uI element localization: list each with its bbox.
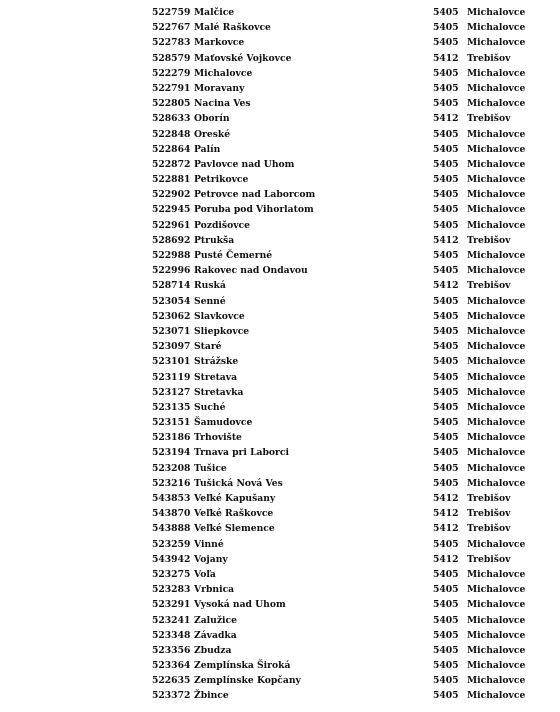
municipality-code: 523348 <box>152 629 191 641</box>
district-code: 5405 <box>433 386 459 398</box>
district-code: 5412 <box>433 508 459 520</box>
list-item <box>0 597 560 612</box>
municipality-name: Zalužice <box>194 614 237 626</box>
district-name: Michalovce <box>467 143 526 155</box>
district-code: 5405 <box>433 37 459 49</box>
district-name: Michalovce <box>467 568 526 580</box>
district-code: 5412 <box>433 234 459 246</box>
district-name: Michalovce <box>467 7 526 18</box>
municipality-name: Moravany <box>194 82 245 94</box>
municipality-name: Palín <box>194 143 221 155</box>
municipality-code: 523208 <box>152 462 191 474</box>
list-item <box>0 521 560 536</box>
district-name: Trebišov <box>467 52 511 64</box>
municipality-name: Tušice <box>194 462 227 474</box>
list-item <box>0 127 560 142</box>
district-name: Trebišov <box>467 113 511 125</box>
list-item <box>0 66 560 81</box>
district-code: 5405 <box>433 189 459 201</box>
district-code: 5405 <box>433 174 459 186</box>
district-code: 5405 <box>433 584 459 596</box>
municipality-name: Veľké Slemence <box>194 523 275 535</box>
municipality-code: 522791 <box>152 82 191 94</box>
municipality-name: Vinné <box>194 538 224 550</box>
list-item <box>0 309 560 324</box>
municipality-name: Ptrukša <box>194 234 235 246</box>
list-item <box>0 172 560 187</box>
municipality-name: Tušická Nová Ves <box>194 477 283 489</box>
district-code: 5405 <box>433 219 459 231</box>
municipality-code: 523372 <box>152 690 191 702</box>
district-code: 5405 <box>433 310 459 322</box>
municipality-name: Veľké Raškovce <box>194 508 274 520</box>
list-item <box>0 263 560 278</box>
municipality-code: 522759 <box>152 7 191 18</box>
municipality-list <box>0 5 560 704</box>
list-item <box>0 142 560 157</box>
district-code: 5405 <box>433 447 459 459</box>
municipality-name: Žbince <box>194 690 229 702</box>
municipality-code: 522988 <box>152 250 191 261</box>
district-code: 5405 <box>433 371 459 383</box>
district-code: 5412 <box>433 493 459 504</box>
municipality-name: Malčice <box>194 7 235 18</box>
district-name: Michalovce <box>467 310 526 322</box>
municipality-name: Staré <box>194 341 222 353</box>
district-code: 5405 <box>433 158 459 170</box>
list-item <box>0 415 560 430</box>
municipality-name: Trhovište <box>194 432 242 444</box>
list-item <box>0 476 560 491</box>
municipality-code: 523283 <box>152 584 191 596</box>
district-name: Michalovce <box>467 98 526 110</box>
municipality-code: 522279 <box>152 67 191 79</box>
district-name: Michalovce <box>467 401 526 413</box>
district-code: 5405 <box>433 690 459 702</box>
municipality-name: Zemplínske Kopčany <box>194 675 301 687</box>
municipality-code: 523062 <box>152 310 191 322</box>
list-item <box>0 461 560 476</box>
municipality-code: 523216 <box>152 477 191 489</box>
district-name: Michalovce <box>467 447 526 459</box>
municipality-name: Pozdišovce <box>194 219 250 231</box>
district-name: Michalovce <box>467 462 526 474</box>
municipality-code: 528692 <box>152 234 191 246</box>
list-item <box>0 278 560 293</box>
district-name: Michalovce <box>467 219 526 231</box>
district-code: 5405 <box>433 644 459 656</box>
list-item <box>0 187 560 202</box>
list-item <box>0 673 560 688</box>
district-code: 5405 <box>433 204 459 216</box>
municipality-code: 523194 <box>152 447 191 459</box>
list-item <box>0 567 560 582</box>
list-item <box>0 643 560 658</box>
district-name: Michalovce <box>467 67 526 79</box>
municipality-name: Vysoká nad Uhom <box>194 599 286 611</box>
municipality-name: Suché <box>194 401 226 413</box>
municipality-code: 523054 <box>152 295 191 307</box>
district-name: Michalovce <box>467 584 526 596</box>
list-item <box>0 613 560 628</box>
municipality-code: 522881 <box>152 174 191 186</box>
district-code: 5412 <box>433 553 459 565</box>
district-code: 5412 <box>433 52 459 64</box>
municipality-name: Zbudza <box>194 644 232 656</box>
municipality-name: Maťovské Vojkovce <box>194 52 292 64</box>
municipality-code: 523097 <box>152 341 191 353</box>
district-code: 5405 <box>433 7 459 18</box>
municipality-code: 523135 <box>152 401 191 413</box>
municipality-code: 522783 <box>152 37 191 49</box>
district-code: 5405 <box>433 143 459 155</box>
district-code: 5405 <box>433 67 459 79</box>
municipality-name: Sliepkovce <box>194 325 250 337</box>
list-item <box>0 552 560 567</box>
list-item <box>0 324 560 339</box>
district-code: 5405 <box>433 432 459 444</box>
district-code: 5405 <box>433 568 459 580</box>
district-name: Trebišov <box>467 523 511 535</box>
municipality-name: Trnava pri Laborci <box>194 447 289 459</box>
district-code: 5405 <box>433 341 459 353</box>
district-name: Michalovce <box>467 325 526 337</box>
municipality-code: 522767 <box>152 22 191 34</box>
district-code: 5405 <box>433 250 459 261</box>
list-item <box>0 35 560 50</box>
municipality-code: 523151 <box>152 417 191 429</box>
list-item <box>0 294 560 309</box>
municipality-code: 522902 <box>152 189 191 201</box>
municipality-code: 522635 <box>152 675 191 687</box>
list-item <box>0 506 560 521</box>
municipality-code: 523071 <box>152 325 191 337</box>
list-item <box>0 491 560 506</box>
list-item <box>0 354 560 369</box>
district-name: Michalovce <box>467 675 526 687</box>
district-name: Michalovce <box>467 614 526 626</box>
municipality-code: 523291 <box>152 599 191 611</box>
district-name: Michalovce <box>467 538 526 550</box>
district-name: Michalovce <box>467 158 526 170</box>
list-item <box>0 233 560 248</box>
district-name: Michalovce <box>467 250 526 261</box>
district-code: 5405 <box>433 462 459 474</box>
district-code: 5405 <box>433 417 459 429</box>
municipality-name: Petrovce nad Laborcom <box>194 189 316 201</box>
district-code: 5405 <box>433 356 459 368</box>
district-name: Michalovce <box>467 189 526 201</box>
list-item <box>0 202 560 217</box>
municipality-code: 543942 <box>152 553 191 565</box>
municipality-name: Zemplínska Široká <box>194 660 291 672</box>
district-name: Michalovce <box>467 341 526 353</box>
district-name: Trebišov <box>467 553 511 565</box>
district-name: Michalovce <box>467 371 526 383</box>
municipality-name: Poruba pod Vihorlatom <box>194 204 314 216</box>
municipality-code: 543888 <box>152 523 191 535</box>
list-item <box>0 339 560 354</box>
municipality-name: Slavkovce <box>194 310 245 322</box>
municipality-name: Vojany <box>194 553 228 565</box>
municipality-name: Pavlovce nad Uhom <box>194 158 295 170</box>
district-code: 5405 <box>433 629 459 641</box>
district-name: Michalovce <box>467 690 526 702</box>
district-name: Trebišov <box>467 493 511 504</box>
district-name: Michalovce <box>467 295 526 307</box>
municipality-code: 523364 <box>152 660 191 672</box>
district-name: Trebišov <box>467 508 511 520</box>
district-code: 5405 <box>433 675 459 687</box>
list-item <box>0 370 560 385</box>
list-item <box>0 628 560 643</box>
list-item <box>0 96 560 111</box>
list-item <box>0 111 560 126</box>
district-name: Michalovce <box>467 265 526 277</box>
municipality-name: Petrikovce <box>194 174 249 186</box>
district-code: 5412 <box>433 523 459 535</box>
list-item <box>0 5 560 20</box>
district-name: Michalovce <box>467 37 526 49</box>
district-code: 5405 <box>433 82 459 94</box>
list-item <box>0 51 560 66</box>
municipality-name: Nacina Ves <box>194 98 251 110</box>
municipality-name: Stretavka <box>194 386 244 398</box>
district-name: Michalovce <box>467 432 526 444</box>
district-code: 5405 <box>433 477 459 489</box>
district-code: 5405 <box>433 538 459 550</box>
municipality-name: Voľa <box>194 568 216 580</box>
district-name: Michalovce <box>467 417 526 429</box>
municipality-code: 522872 <box>152 158 191 170</box>
municipality-name: Šamudovce <box>194 417 253 429</box>
list-item <box>0 81 560 96</box>
list-item <box>0 688 560 703</box>
district-name: Michalovce <box>467 356 526 368</box>
municipality-code: 522864 <box>152 143 191 155</box>
municipality-code: 523241 <box>152 614 191 626</box>
municipality-code: 522945 <box>152 204 191 216</box>
municipality-name: Senné <box>194 295 226 307</box>
district-code: 5405 <box>433 128 459 140</box>
municipality-code: 522996 <box>152 265 191 277</box>
district-code: 5405 <box>433 295 459 307</box>
district-code: 5405 <box>433 401 459 413</box>
district-name: Michalovce <box>467 22 526 34</box>
district-code: 5405 <box>433 660 459 672</box>
district-name: Michalovce <box>467 174 526 186</box>
municipality-code: 523119 <box>152 371 191 383</box>
district-name: Michalovce <box>467 644 526 656</box>
municipality-name: Stretava <box>194 371 238 383</box>
district-name: Michalovce <box>467 660 526 672</box>
list-item <box>0 445 560 460</box>
district-name: Michalovce <box>467 477 526 489</box>
municipality-code: 523127 <box>152 386 191 398</box>
municipality-name: Závadka <box>194 629 237 641</box>
district-name: Michalovce <box>467 629 526 641</box>
municipality-name: Malé Raškovce <box>194 22 271 34</box>
municipality-code: 523186 <box>152 432 191 444</box>
municipality-name: Pusté Čemerné <box>194 250 273 261</box>
list-item <box>0 218 560 233</box>
municipality-code: 543870 <box>152 508 191 520</box>
district-code: 5405 <box>433 22 459 34</box>
district-code: 5412 <box>433 280 459 292</box>
list-item <box>0 385 560 400</box>
municipality-name: Veľké Kapušany <box>194 493 276 504</box>
municipality-name: Strážske <box>194 356 239 368</box>
district-name: Trebišov <box>467 234 511 246</box>
municipality-name: Oreské <box>194 128 231 140</box>
district-name: Michalovce <box>467 386 526 398</box>
district-code: 5405 <box>433 325 459 337</box>
list-item <box>0 582 560 597</box>
district-code: 5405 <box>433 265 459 277</box>
list-item <box>0 20 560 35</box>
district-code: 5405 <box>433 614 459 626</box>
municipality-code: 523275 <box>152 568 191 580</box>
municipality-code: 522805 <box>152 98 191 110</box>
municipality-code: 523356 <box>152 644 191 656</box>
district-name: Trebišov <box>467 280 511 292</box>
list-item <box>0 658 560 673</box>
list-item <box>0 400 560 415</box>
municipality-code: 522848 <box>152 128 191 140</box>
district-code: 5405 <box>433 98 459 110</box>
list-item <box>0 157 560 172</box>
municipality-name: Markovce <box>194 37 245 49</box>
municipality-code: 522961 <box>152 219 191 231</box>
district-name: Michalovce <box>467 128 526 140</box>
municipality-name: Ruská <box>194 280 226 292</box>
municipality-code: 543853 <box>152 493 191 504</box>
municipality-name: Michalovce <box>194 67 253 79</box>
municipality-name: Rakovec nad Ondavou <box>194 265 308 277</box>
district-code: 5412 <box>433 113 459 125</box>
list-item <box>0 430 560 445</box>
municipality-code: 523101 <box>152 356 191 368</box>
district-code: 5405 <box>433 599 459 611</box>
district-name: Michalovce <box>467 204 526 216</box>
municipality-code: 528633 <box>152 113 191 125</box>
municipality-name: Vrbnica <box>194 584 235 596</box>
district-name: Michalovce <box>467 82 526 94</box>
district-name: Michalovce <box>467 599 526 611</box>
list-item <box>0 537 560 552</box>
municipality-code: 523259 <box>152 538 191 550</box>
municipality-code: 528714 <box>152 280 191 292</box>
municipality-code: 528579 <box>152 52 191 64</box>
municipality-name: Oborín <box>194 113 230 125</box>
list-item <box>0 248 560 263</box>
